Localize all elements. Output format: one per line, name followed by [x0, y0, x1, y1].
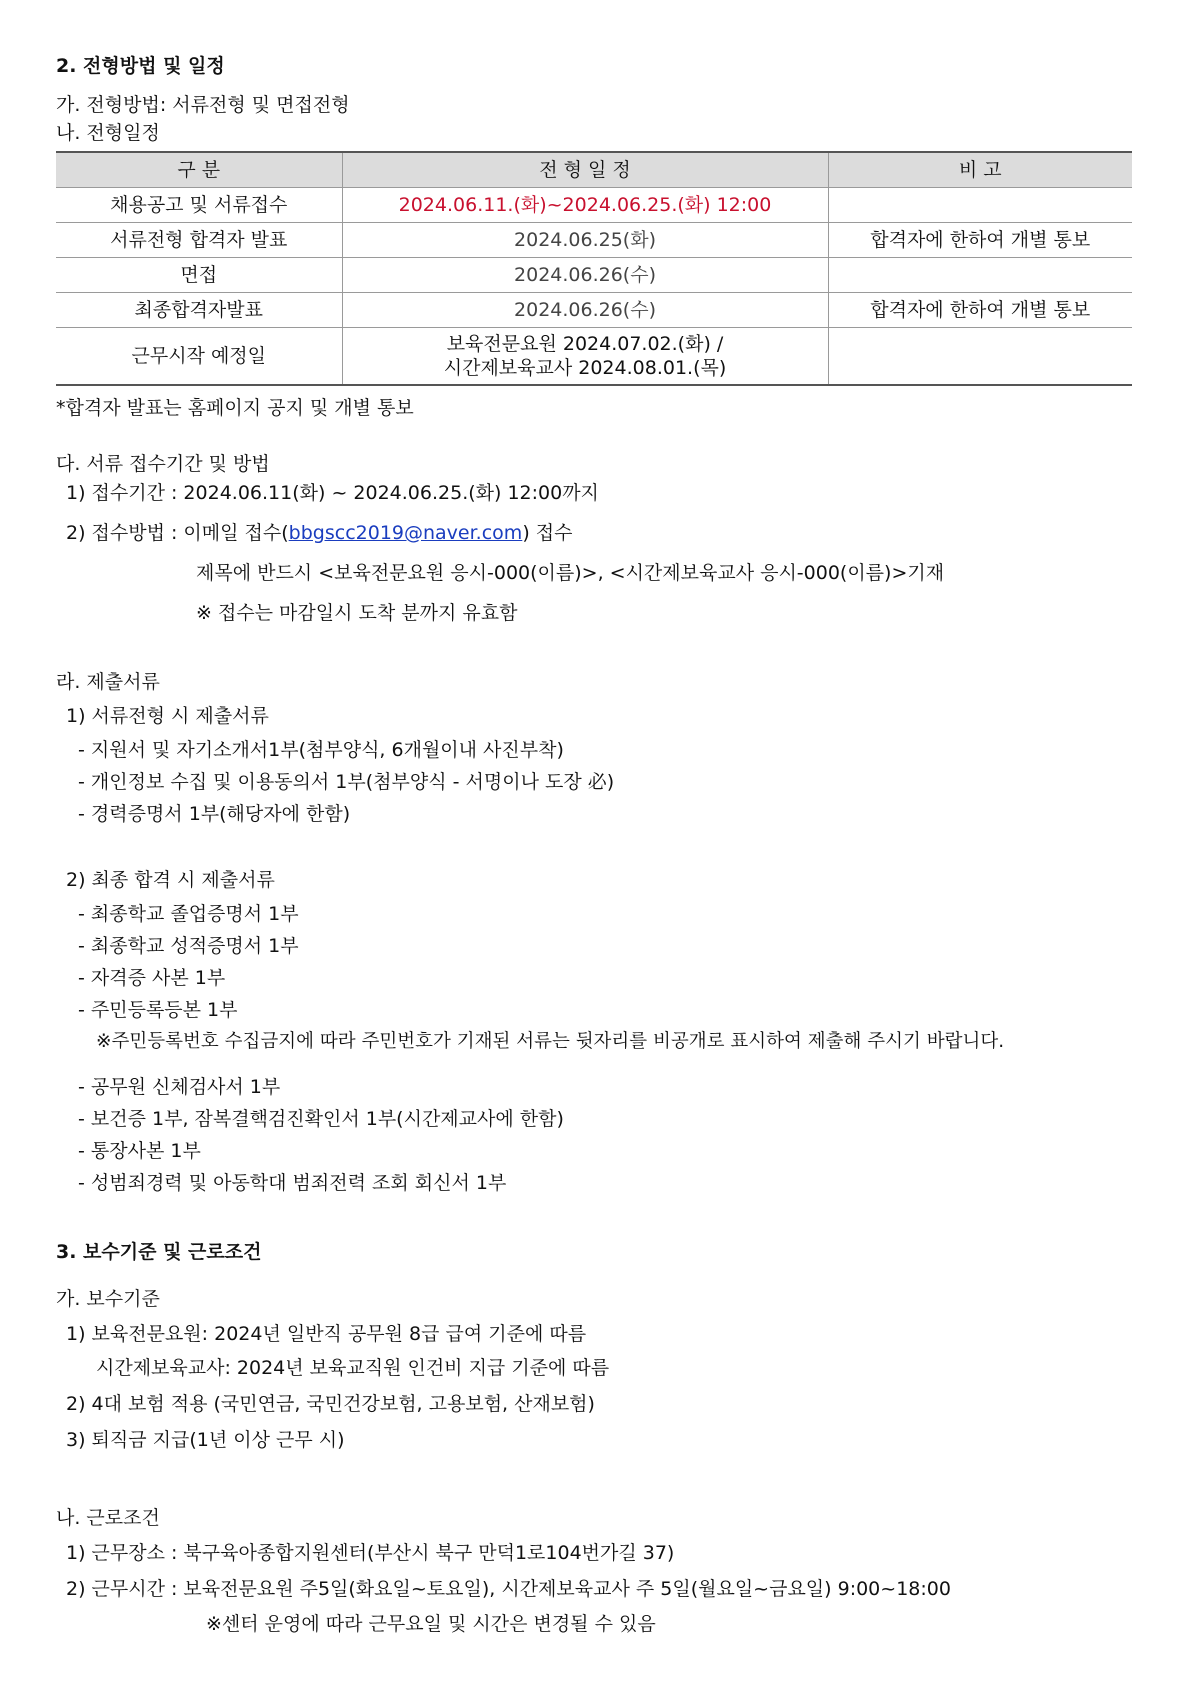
- row-date-line1: 보육전문요원 2024.07.02.(화) /: [446, 333, 724, 355]
- list-item: - 통장사본 1부: [78, 1140, 201, 1162]
- submission-method: [66, 521, 572, 545]
- list-item: - 주민등록등본 1부: [78, 999, 238, 1021]
- documents-title: 라. 제출서류: [56, 671, 160, 693]
- subject-note: 제목에 반드시 <보육전문요원 응시-000(이름)>, <시간제보육교사 응시-000(이름)>기재: [196, 562, 945, 584]
- list-item: - 경력증명서 1부(해당자에 한함): [78, 803, 351, 825]
- work-place: 1) 근무장소 : 북구육아종합지원센터(부산시 북구 만덕1로104번가길 37): [66, 1542, 675, 1564]
- schedule-title: 나. 전형일정: [56, 122, 160, 144]
- list-item: - 개인정보 수집 및 이용동의서 1부(첨부양식 - 서명이나 도장 必): [78, 771, 615, 793]
- stage1-title: 1) 서류전형 시 제출서류: [66, 705, 269, 727]
- table-row: [56, 223, 1132, 258]
- list-item: - 지원서 및 자기소개서1부(첨부양식, 6개월이내 사진부착): [78, 739, 564, 761]
- pay-item-2: 2) 4대 보험 적용 (국민연금, 국민건강보험, 고용보험, 산재보험): [66, 1393, 595, 1415]
- row-note: [828, 328, 1132, 386]
- row-category: 최종합격자발표: [56, 293, 342, 328]
- submission-method-suffix: ) 접수: [522, 522, 573, 544]
- header-category: 구 분: [56, 152, 342, 188]
- table-row: [56, 258, 1132, 293]
- work-hours-note: ※센터 운영에 따라 근무요일 및 시간은 변경될 수 있음: [206, 1613, 656, 1635]
- row-category: 서류전형 합격자 발표: [56, 223, 342, 258]
- row-date: 2024.06.26(수): [342, 293, 828, 328]
- email-link[interactable]: bbgscc2019@naver.com: [288, 522, 523, 544]
- row-category: 채용공고 및 서류접수: [56, 188, 342, 223]
- row-note: [828, 258, 1132, 293]
- pay-item-3: 3) 퇴직금 지급(1년 이상 근무 시): [66, 1429, 345, 1451]
- row-note: 합격자에 한하여 개별 통보: [828, 293, 1132, 328]
- submission-method-prefix: 2) 접수방법 : 이메일 접수(: [66, 522, 289, 544]
- resident-number-note: ※주민등록번호 수집금지에 따라 주민번호가 기재된 서류는 뒷자리를 비공개로 표시하여 제출해 주시기 바랍니다.: [96, 1031, 1005, 1052]
- schedule-table: [56, 151, 1132, 386]
- row-date: 2024.06.11.(화)~2024.06.25.(화) 12:00: [342, 188, 828, 223]
- list-item: - 최종학교 성적증명서 1부: [78, 935, 299, 957]
- submission-period: 1) 접수기간 : 2024.06.11(화) ~ 2024.06.25.(화) 12:00까지: [66, 482, 599, 504]
- row-category: 근무시작 예정일: [56, 328, 342, 386]
- pay-item-1: 1) 보육전문요원: 2024년 일반직 공무원 8급 급여 기준에 따름: [66, 1323, 587, 1345]
- table-footnote: *합격자 발표는 홈페이지 공지 및 개별 통보: [56, 397, 414, 419]
- selection-method: 가. 전형방법: 서류전형 및 면접전형: [56, 94, 350, 116]
- pay-title: 가. 보수기준: [56, 1288, 160, 1310]
- table-row: [56, 293, 1132, 328]
- row-category: 면접: [56, 258, 342, 293]
- section2-title: 2. 전형방법 및 일정: [56, 55, 225, 77]
- list-item: - 공무원 신체검사서 1부: [78, 1076, 281, 1098]
- deadline-note: ※ 접수는 마감일시 도착 분까지 유효함: [196, 602, 518, 624]
- header-note: 비 고: [828, 152, 1132, 188]
- list-item: - 보건증 1부, 잠복결핵검진확인서 1부(시간제교사에 한함): [78, 1108, 564, 1130]
- section3-title: 3. 보수기준 및 근로조건: [56, 1241, 262, 1263]
- pay-item-1b: 시간제보육교사: 2024년 보육교직원 인건비 지급 기준에 따름: [96, 1357, 610, 1379]
- stage2-title: 2) 최종 합격 시 제출서류: [66, 869, 275, 891]
- row-date-line2: 시간제보육교사 2024.08.01.(목): [443, 357, 727, 379]
- row-date: 2024.06.26(수): [342, 258, 828, 293]
- submission-title: 다. 서류 접수기간 및 방법: [56, 453, 270, 475]
- row-note: 합격자에 한하여 개별 통보: [828, 223, 1132, 258]
- row-note: [828, 188, 1132, 223]
- table-header-row: [56, 152, 1132, 188]
- work-title: 나. 근로조건: [56, 1507, 160, 1529]
- row-date: [342, 328, 828, 386]
- work-hours: 2) 근무시간 : 보육전문요원 주5일(화요일~토요일), 시간제보육교사 주 5일(월요일~금요일) 9:00~18:00: [66, 1578, 951, 1600]
- list-item: - 자격증 사본 1부: [78, 967, 226, 989]
- table-row: [56, 328, 1132, 386]
- row-date: 2024.06.25(화): [342, 223, 828, 258]
- header-schedule: 전 형 일 정: [342, 152, 828, 188]
- list-item: - 최종학교 졸업증명서 1부: [78, 903, 299, 925]
- list-item: - 성범죄경력 및 아동학대 범죄전력 조회 회신서 1부: [78, 1172, 507, 1194]
- table-row: [56, 188, 1132, 223]
